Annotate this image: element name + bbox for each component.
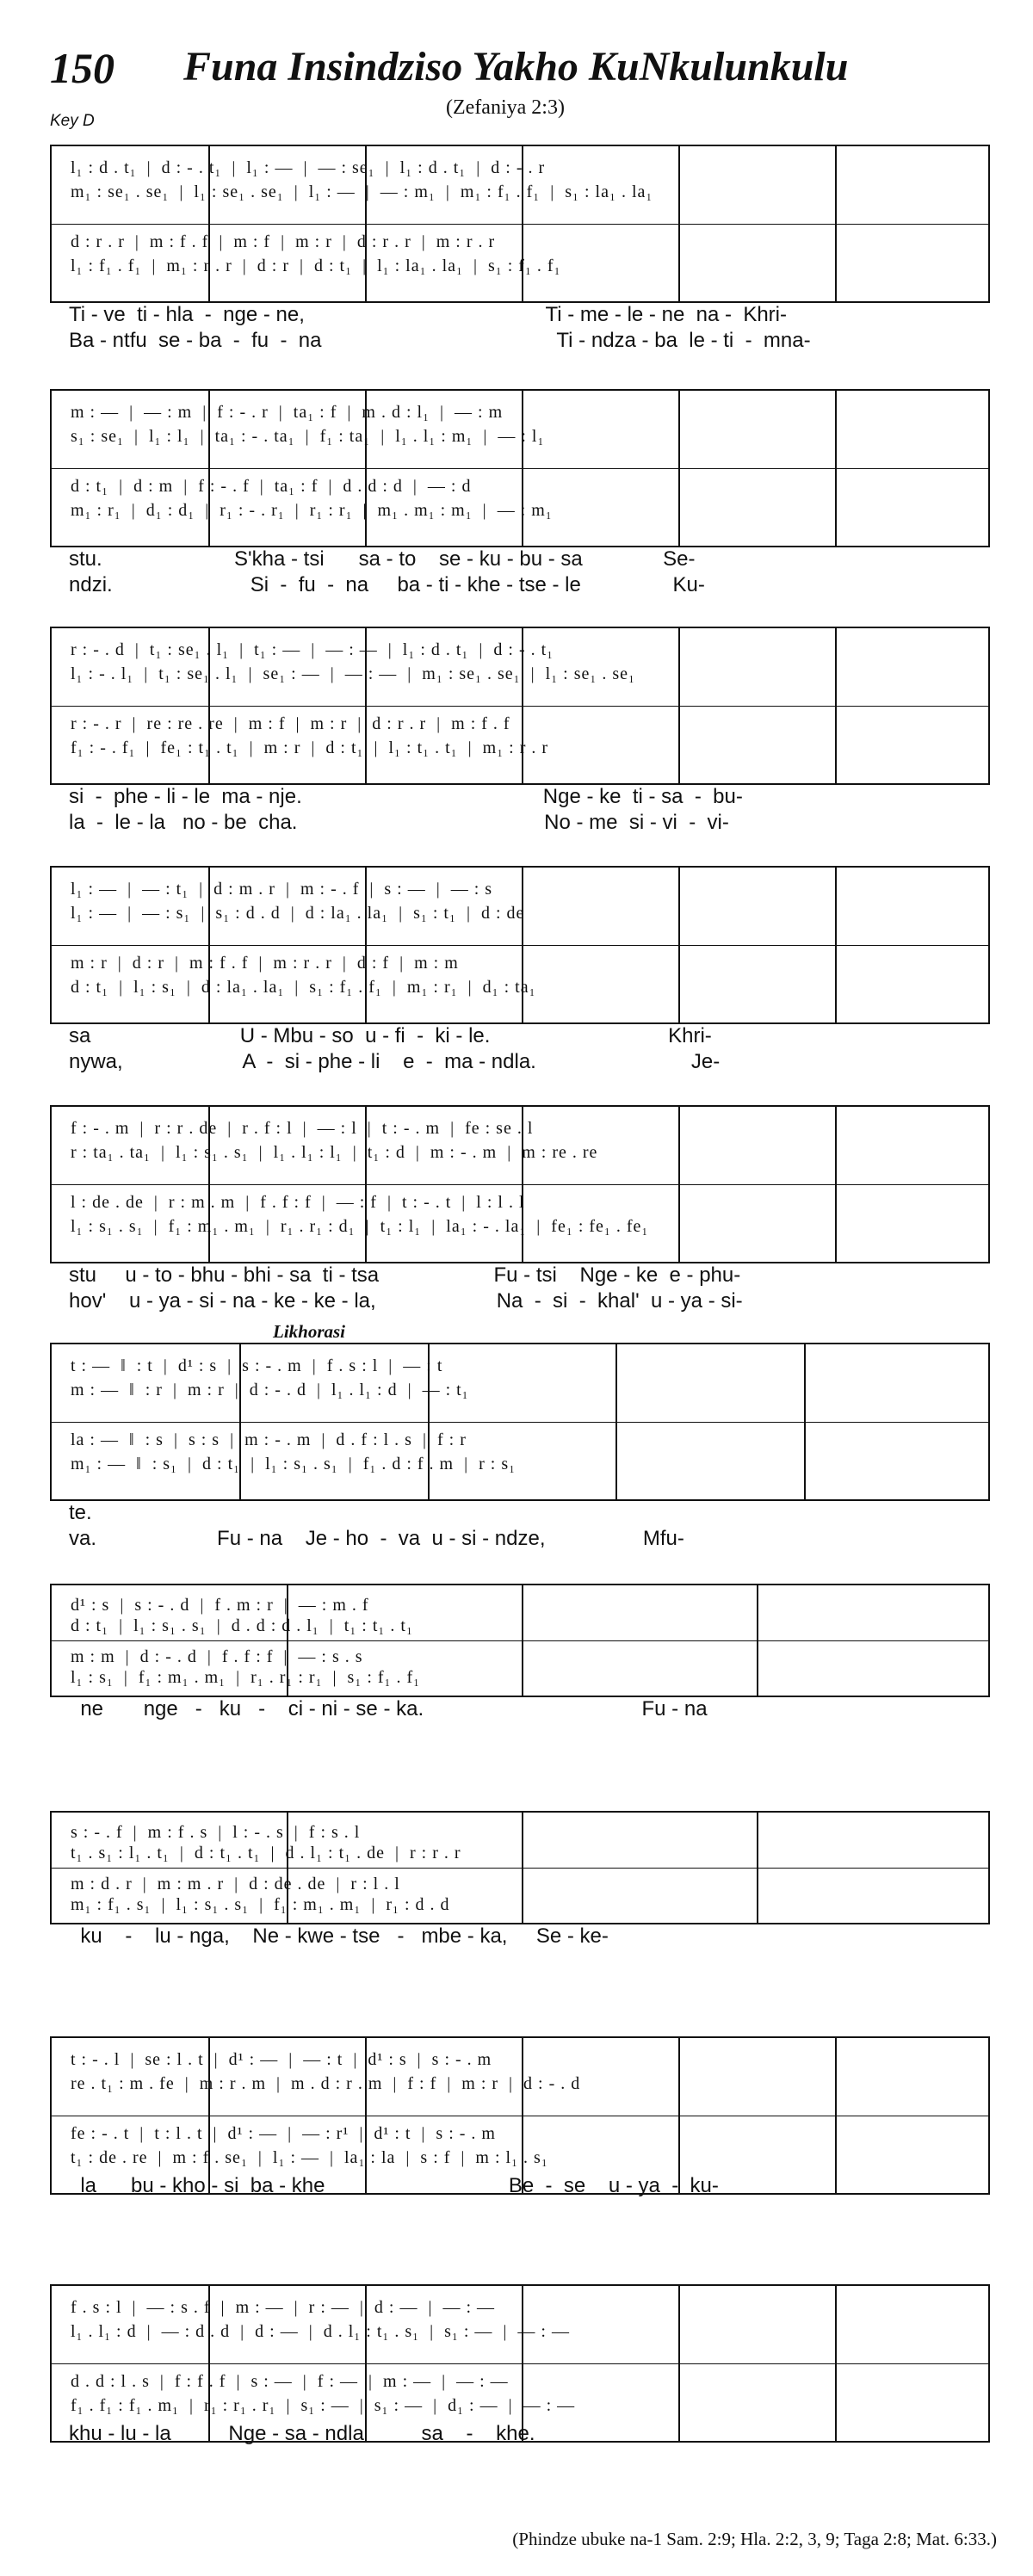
note-row: t : — ‖ : t | d¹ : s | s : - . m | f . s : l | — : t bbox=[71, 1356, 443, 1375]
staff-divider bbox=[52, 1184, 988, 1185]
note-row: l₁ : s₁ | f₁ : m₁ . m₁ | r₁ . r₁ : r₁ | s₁ : f₁ . f₁ bbox=[71, 1668, 421, 1687]
lyric-line: te. bbox=[69, 1501, 92, 1524]
note-row: s₁ : se₁ | l₁ : l₁ | ta₁ : - . ta₁ | f₁ : ta₁ | l₁ . l₁ : m₁ | — : l₁ bbox=[71, 427, 545, 446]
lyric-line: khu - lu - la Nge - sa - ndla sa - khe. bbox=[69, 2422, 535, 2445]
lyric-line: ne nge - ku - ci - ni - se - ka. Fu - na bbox=[69, 1697, 708, 1720]
note-row: m₁ : f₁ . s₁ | l₁ : s₁ . s₁ | f₁ : m₁ . m₁ | r₁ : d . d bbox=[71, 1895, 450, 1914]
key-signature: Key D bbox=[50, 112, 95, 130]
note-row: m : — ‖ : r | m : r | d : - . d | l₁ . l₁ : d | — : t₁ bbox=[71, 1381, 469, 1399]
staff-box bbox=[50, 145, 990, 303]
note-row: fe : - . t | t : l . t | d¹ : — | — : r¹ | d¹ : t | s : - . m bbox=[71, 2124, 496, 2143]
staff-divider bbox=[52, 1640, 988, 1641]
lyric-line: Ti - ve ti - hla - nge - ne, Ti - me - le - ne na - Khri- bbox=[69, 303, 787, 326]
note-row: m : m | d : - . d | f . f : f | — : s . s bbox=[71, 1647, 363, 1666]
lyric-line: stu u - to - bhu - bhi - sa ti - tsa Fu - tsi Nge - ke e - phu- bbox=[69, 1263, 741, 1287]
note-row: m : r | d : r | m : f . f | m : r . r | d : f | m : m bbox=[71, 954, 459, 973]
lyric-line: stu. S'kha - tsi sa - to se - ku - bu - sa Se- bbox=[69, 547, 696, 571]
note-row: s : - . f | m : f . s | l : - . s | f : s . l bbox=[71, 1823, 361, 1842]
note-row: l₁ : f₁ . f₁ | m₁ : r . r | d : r | d : t₁ | l₁ : la₁ . la₁ | s₁ : f₁ . f₁ bbox=[71, 256, 561, 275]
note-row: t : - . l | se : l . t | d¹ : — | — : t | d¹ : s | s : - . m bbox=[71, 2050, 492, 2069]
note-row: d : t₁ | d : m | f : - . f | ta₁ : f | d . d : d | — : d bbox=[71, 477, 472, 496]
note-row: l₁ : - . l₁ | t₁ : se₁ . l₁ | se₁ : — | — : — | m₁ : se₁ . se₁ | l₁ : se₁ . se₁ bbox=[71, 664, 635, 683]
note-row: l₁ : — | — : s₁ | s₁ : d . d | d : la₁ . la₁ | s₁ : t₁ | d : de bbox=[71, 904, 525, 923]
note-row: t₁ : de . re | m : f . se₁ | l₁ : — | la₁ : la | s : f | m : l₁ . s₁ bbox=[71, 2148, 548, 2167]
note-row: l₁ : s₁ . s₁ | f₁ : m₁ . m₁ | r₁ . r₁ : d₁ | t₁ : l₁ | la₁ : - . la₁ | fe₁ : fe₁ . fe₁ bbox=[71, 1217, 649, 1236]
note-row: t₁ . s₁ : l₁ . t₁ | d : t₁ . t₁ | d . l₁ : t₁ . de | r : r . r bbox=[71, 1844, 461, 1863]
staff-divider bbox=[52, 706, 988, 707]
lyric-line: hov' u - ya - si - na - ke - ke - la, Na - si - khal' u - ya - si- bbox=[69, 1289, 743, 1313]
lyric-line: la - le - la no - be cha. No - me si - vi - vi- bbox=[69, 811, 729, 834]
note-row: d¹ : s | s : - . d | f . m : r | — : m . f bbox=[71, 1596, 369, 1615]
note-row: l₁ : d . t₁ | d : - . t₁ | l₁ : — | — : se₁ | l₁ : d . t₁ | d : - . r bbox=[71, 158, 546, 177]
note-row: r : ta₁ . ta₁ | l₁ : s₁ . s₁ | l₁ . l₁ : l₁ | t₁ : d | m : - . m | m : re . re bbox=[71, 1143, 598, 1162]
note-row: m₁ : — ‖ : s₁ | d : t₁ | l₁ : s₁ . s₁ | f₁ . d : f . m | r : s₁ bbox=[71, 1455, 516, 1473]
lyric-line: ku - lu - nga, Ne - kwe - tse - mbe - ka, Se - ke- bbox=[69, 1924, 609, 1948]
note-row: f : - . m | r : r . de | r . f : l | — : l | t : - . m | fe : se . l bbox=[71, 1119, 534, 1138]
lyric-line: va. Fu - na Je - ho - va u - si - ndze, Mfu- bbox=[69, 1527, 684, 1550]
staff-divider bbox=[52, 468, 988, 469]
lyric-line: si - phe - li - le ma - nje. Nge - ke ti - sa - bu- bbox=[69, 785, 743, 808]
note-row: m : d . r | m : m . r | d : de . de | r : l . l bbox=[71, 1875, 400, 1893]
note-row: d : t₁ | l₁ : s₁ | d : la₁ . la₁ | s₁ : f₁ . f₁ | m₁ : r₁ | d₁ : ta₁ bbox=[71, 978, 536, 997]
lyric-line: nywa, A - si - phe - li e - ma - ndla. Je- bbox=[69, 1050, 721, 1073]
staff-divider bbox=[52, 224, 988, 225]
note-row: l : de . de | r : m . m | f . f : f | — : f | t : - . t | l : l . l bbox=[71, 1193, 525, 1212]
staff-box bbox=[50, 1105, 990, 1263]
staff-box bbox=[50, 866, 990, 1024]
note-row: f₁ : - . f₁ | fe₁ : t₁ . t₁ | m : r | d : t₁ | l₁ : t₁ . t₁ | m₁ : r . r bbox=[71, 738, 549, 757]
staff-box bbox=[50, 1811, 990, 1924]
staff-box bbox=[50, 1584, 990, 1697]
note-row: r : - . d | t₁ : se₁ . l₁ | t₁ : — | — : — | l₁ : d . t₁ | d : - . t₁ bbox=[71, 640, 554, 659]
note-row: m₁ : se₁ . se₁ | l₁ : se₁ . se₁ | l₁ : — | — : m₁ | m₁ : f₁ . f₁ | s₁ : la₁ . la₁ bbox=[71, 182, 653, 201]
note-row: d : t₁ | l₁ : s₁ . s₁ | d . d : d . l₁ | t₁ : t₁ . t₁ bbox=[71, 1616, 413, 1635]
note-row: f . s : l | — : s . f | m : — | r : — | d : — | — : — bbox=[71, 2298, 496, 2317]
note-row: r : - . r | re : re . re | m : f | m : r | d : r . r | m : f . f bbox=[71, 714, 510, 733]
staff-box bbox=[50, 2284, 990, 2443]
hymn-number: 150 bbox=[50, 44, 114, 92]
chorus-label: Likhorasi bbox=[273, 1321, 346, 1342]
note-row: re . t₁ : m . fe | m : r . m | m . d : r . m | f : f | m : r | d : - . d bbox=[71, 2074, 581, 2093]
note-row: d : r . r | m : f . f | m : f | m : r | d : r . r | m : r . r bbox=[71, 232, 496, 251]
note-row: l₁ : — | — : t₁ | d : m . r | m : - . f | s : — | — : s bbox=[71, 880, 493, 899]
staff-box bbox=[50, 1343, 990, 1501]
note-row: f₁ . f₁ : f₁ . m₁ | r₁ : r₁ . r₁ | s₁ : — | s₁ : — | d₁ : — | — : — bbox=[71, 2396, 576, 2415]
note-row: la : — ‖ : s | s : s | m : - . m | d . f : l . s | f : r bbox=[71, 1430, 467, 1449]
hymn-title: Funa Insindziso Yakho KuNkulunkulu bbox=[183, 44, 849, 90]
staff-box bbox=[50, 2036, 990, 2195]
hymn-header bbox=[50, 38, 997, 133]
staff-divider bbox=[52, 945, 988, 946]
cross-references: (Phindze ubuke na-1 Sam. 2:9; Hla. 2:2, 3, 9; Taga 2:8; Mat. 6:33.) bbox=[512, 2529, 997, 2549]
note-row: l₁ . l₁ : d | — : d . d | d : — | d . l₁ : t₁ . s₁ | s₁ : — | — : — bbox=[71, 2322, 570, 2341]
note-row: m₁ : r₁ | d₁ : d₁ | r₁ : - . r₁ | r₁ : r₁ | m₁ . m₁ : m₁ | — : m₁ bbox=[71, 501, 553, 520]
lyric-line: Ba - ntfu se - ba - fu - na Ti - ndza - ba le - ti - mna- bbox=[69, 329, 811, 352]
lyric-line: ndzi. Si - fu - na ba - ti - khe - tse - le Ku- bbox=[69, 573, 705, 596]
staff-box bbox=[50, 627, 990, 785]
lyric-line: la bu - kho - si ba - khe Be - se u - ya - ku- bbox=[69, 2174, 719, 2197]
staff-divider bbox=[52, 1868, 988, 1869]
note-row: d . d : l . s | f : f . f | s : — | f : — | m : — | — : — bbox=[71, 2372, 509, 2391]
lyric-line: sa U - Mbu - so u - fi - ki - le. Khri- bbox=[69, 1024, 712, 1047]
staff-divider bbox=[52, 2363, 988, 2364]
staff-box bbox=[50, 389, 990, 547]
note-row: m : — | — : m | f : - . r | ta₁ : f | m . d : l₁ | — : m bbox=[71, 403, 504, 422]
scripture-reference: (Zefaniya 2:3) bbox=[446, 96, 565, 119]
staff-divider bbox=[52, 1422, 988, 1423]
